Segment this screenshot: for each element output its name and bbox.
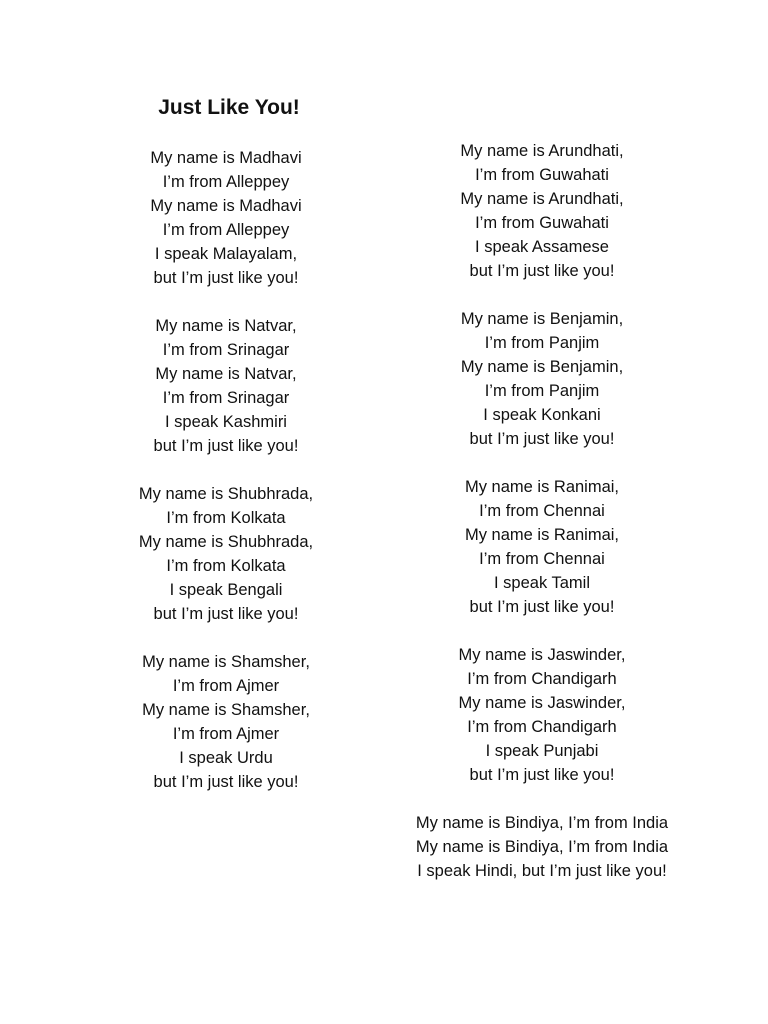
poem-line: My name is Shamsher, (142, 701, 310, 719)
poem-line: My name is Madhavi (150, 197, 302, 215)
poem-line: My name is Bindiya, I’m from India (415, 838, 669, 856)
poem-line: My name is Arundhati, (460, 190, 624, 208)
poem-line: My name is Ranimai, (464, 478, 620, 496)
poem-line: but I’m just like you! (469, 598, 615, 616)
poem-line: but I’m just like you! (153, 269, 299, 287)
poem-line: My name is Shamsher, (142, 653, 310, 671)
poem-line: I speak Punjabi (485, 742, 599, 760)
poem-line: I’m from Alleppey (162, 173, 290, 191)
poem-line: I speak Konkani (483, 406, 601, 424)
stanza (392, 139, 692, 283)
poem-line: I’m from Chandigarh (467, 670, 617, 688)
poem-line: but I’m just like you! (153, 605, 299, 623)
poem-line: but I’m just like you! (469, 766, 615, 784)
poem-line: I’m from Chennai (479, 502, 605, 520)
poem-line: I’m from Chennai (479, 550, 605, 568)
poem-line: I’m from Guwahati (475, 166, 609, 184)
poem-line: My name is Ranimai, (464, 526, 620, 544)
poem-line: I’m from Guwahati (475, 214, 609, 232)
poem-line: I’m from Alleppey (162, 221, 290, 239)
poem-line: My name is Jaswinder, (458, 646, 626, 664)
poem-line: My name is Benjamin, (460, 358, 624, 376)
stanza (86, 482, 366, 626)
poem-line: I’m from Ajmer (172, 677, 280, 695)
poem-line: I speak Malayalam, (154, 245, 298, 263)
poem-line: I’m from Ajmer (172, 725, 280, 743)
poem-line: I’m from Srinagar (162, 389, 290, 407)
stanza (392, 307, 692, 451)
poem-line: I’m from Panjim (484, 334, 600, 352)
poem-line: My name is Benjamin, (460, 310, 624, 328)
poem-line: My name is Natvar, (155, 365, 297, 383)
poem-line: I speak Bengali (169, 581, 283, 599)
stanza (86, 146, 366, 290)
poem-line: but I’m just like you! (153, 773, 299, 791)
poem-line: My name is Madhavi (150, 149, 302, 167)
poem-line: I speak Tamil (494, 574, 590, 592)
poem-line: I speak Assamese (475, 238, 609, 256)
poem-line: My name is Bindiya, I’m from India (415, 814, 669, 832)
poem-line: I’m from Srinagar (162, 341, 290, 359)
poem-line: I’m from Panjim (484, 382, 600, 400)
poem-line: but I’m just like you! (469, 430, 615, 448)
left-column (86, 146, 366, 794)
poem-line: but I’m just like you! (469, 262, 615, 280)
poem-line: but I’m just like you! (153, 437, 299, 455)
poem-line: I’m from Kolkata (166, 557, 286, 575)
poem-title: Just Like You! (158, 96, 300, 119)
stanza (86, 650, 366, 794)
right-column (392, 139, 692, 883)
poem-line: I speak Hindi, but I’m just like you! (417, 862, 667, 880)
stanza (86, 314, 366, 458)
poem-line: I’m from Chandigarh (467, 718, 617, 736)
poem-line: My name is Natvar, (155, 317, 297, 335)
poem-line: My name is Shubhrada, (138, 533, 314, 551)
poem-line: I speak Urdu (179, 749, 273, 767)
poem-line: My name is Arundhati, (460, 142, 624, 160)
poem-line: My name is Jaswinder, (458, 694, 626, 712)
stanza (392, 475, 692, 619)
stanza (392, 811, 692, 883)
stanza (392, 643, 692, 787)
poem-line: My name is Shubhrada, (138, 485, 314, 503)
poem-line: I’m from Kolkata (166, 509, 286, 527)
poem-line: I speak Kashmiri (165, 413, 287, 431)
